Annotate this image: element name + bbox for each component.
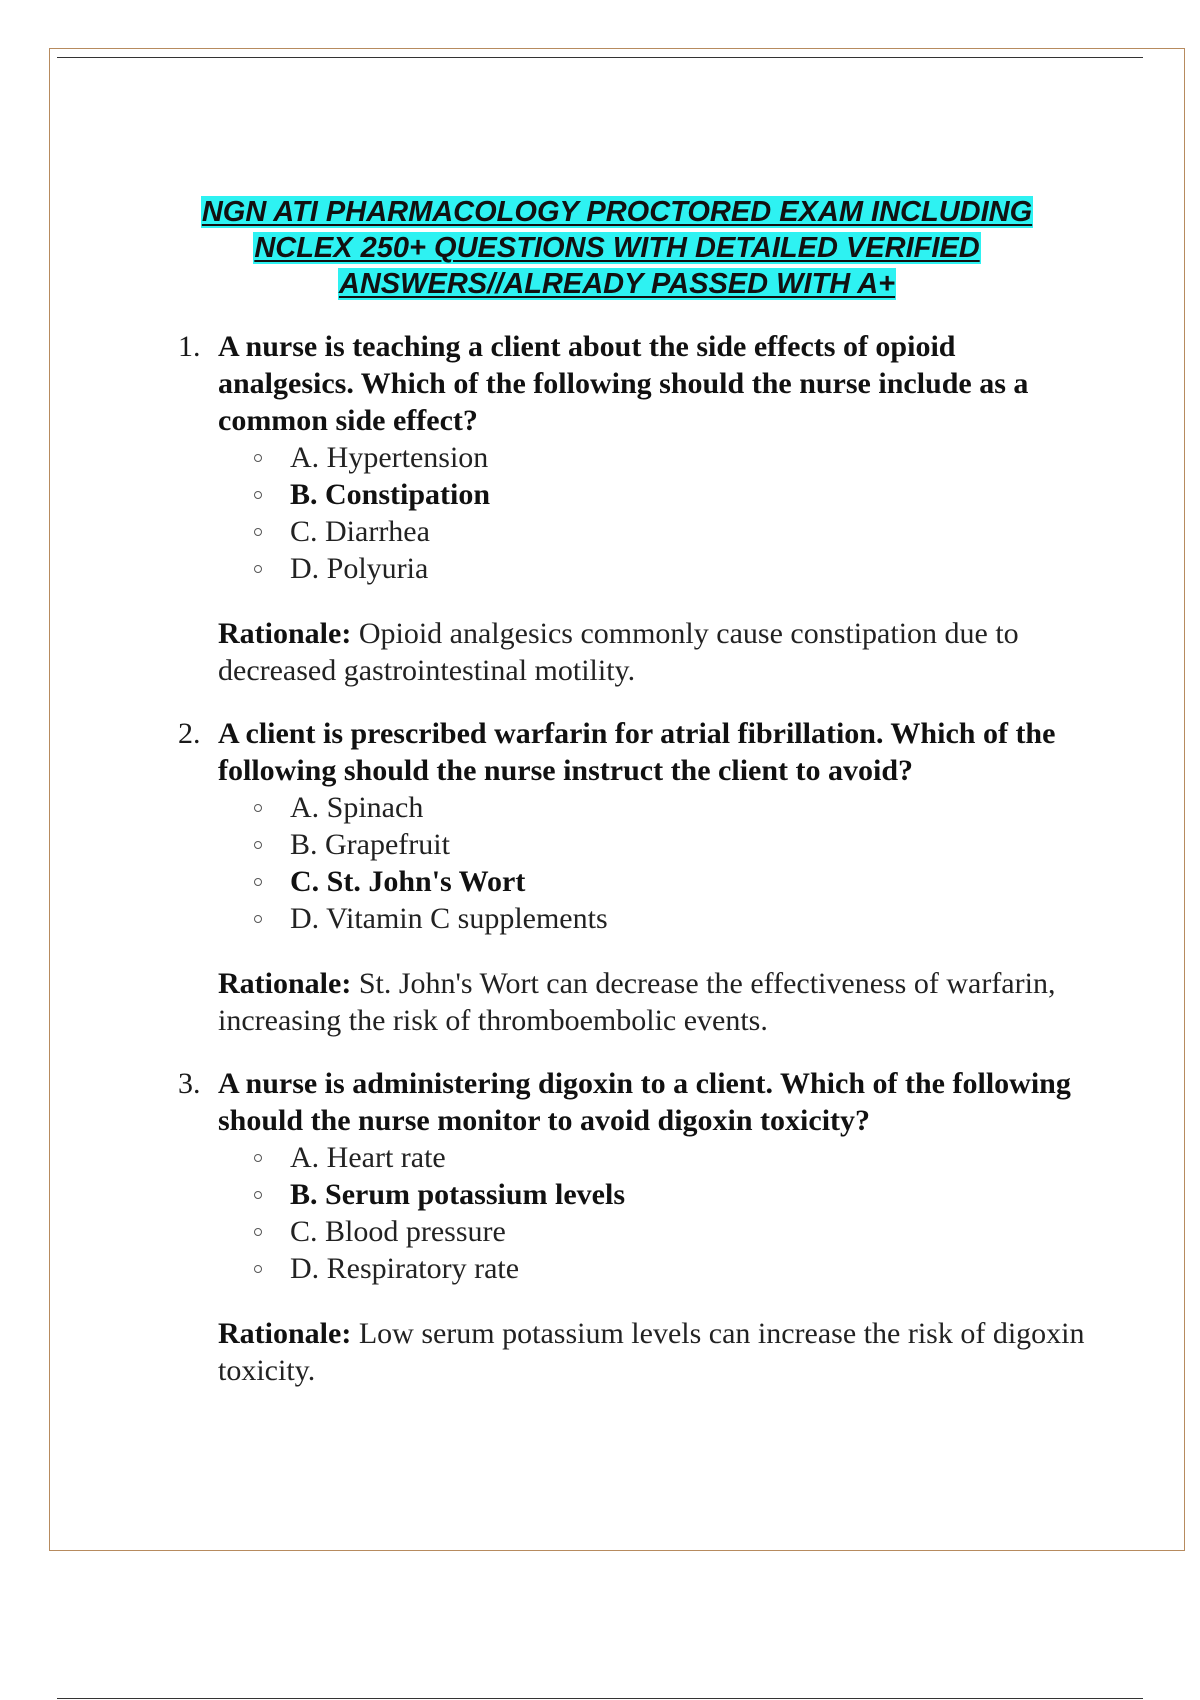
question-1 [178, 328, 1098, 689]
circle-bullet-icon [254, 1228, 262, 1236]
option-item: A. Heart rate [254, 1139, 1098, 1176]
circle-bullet-icon [254, 528, 262, 536]
circle-bullet-icon [254, 1154, 262, 1162]
title-line: NCLEX 250+ QUESTIONS WITH DETAILED VERIFIED [254, 232, 980, 264]
circle-bullet-icon [254, 491, 262, 499]
option-list [178, 439, 1098, 587]
option-list [178, 789, 1098, 937]
rationale [218, 615, 1098, 689]
question-3 [178, 1065, 1098, 1389]
circle-bullet-icon [254, 454, 262, 462]
rationale-label: Rationale: [218, 967, 352, 1000]
option-item: B. Grapefruit [254, 826, 1098, 863]
option-item: C. Blood pressure [254, 1213, 1098, 1250]
title-line: NGN ATI PHARMACOLOGY PROCTORED EXAM INCLUDING [201, 196, 1033, 228]
rationale [218, 965, 1098, 1039]
rationale [218, 1315, 1098, 1389]
option-item-correct: C. St. John's Wort [254, 863, 1098, 900]
question-number: 3. [178, 1067, 201, 1100]
circle-bullet-icon [254, 804, 262, 812]
document-title [0, 194, 1200, 302]
option-item-correct: B. Serum potassium levels [254, 1176, 1098, 1213]
rationale-label: Rationale: [218, 1317, 352, 1350]
question-2 [178, 715, 1098, 1039]
option-item: D. Respiratory rate [254, 1250, 1098, 1287]
circle-bullet-icon [254, 915, 262, 923]
circle-bullet-icon [254, 1191, 262, 1199]
question-text: A nurse is teaching a client about the side effects of opioid analgesics. Which of the following should the nurse include as a common side effect? [218, 330, 1029, 437]
option-item: A. Hypertension [254, 439, 1098, 476]
option-item: A. Spinach [254, 789, 1098, 826]
rationale-label: Rationale: [218, 617, 352, 650]
circle-bullet-icon [254, 878, 262, 886]
question-text: A nurse is administering digoxin to a client. Which of the following should the nurse monitor to avoid digoxin toxicity? [218, 1067, 1071, 1137]
option-list [178, 1139, 1098, 1287]
rationale-text: Opioid analgesics commonly cause constipation due to decreased gastrointestinal motility. [218, 617, 1019, 687]
question-number: 1. [178, 330, 201, 363]
rationale-text: St. John's Wort can decrease the effectiveness of warfarin, increasing the risk of thromboembolic events. [218, 967, 1056, 1037]
circle-bullet-icon [254, 1265, 262, 1273]
question-text: A client is prescribed warfarin for atrial fibrillation. Which of the following should the nurse instruct the client to avoid? [218, 717, 1056, 787]
circle-bullet-icon [254, 565, 262, 573]
question-number: 2. [178, 717, 201, 750]
header-rule [57, 57, 1143, 58]
footer-rule [57, 1698, 1143, 1699]
question-list [178, 328, 1098, 1415]
title-line: ANSWERS//ALREADY PASSED WITH A+ [338, 268, 896, 300]
circle-bullet-icon [254, 841, 262, 849]
option-item: C. Diarrhea [254, 513, 1098, 550]
option-item-correct: B. Constipation [254, 476, 1098, 513]
option-item: D. Polyuria [254, 550, 1098, 587]
rationale-text: Low serum potassium levels can increase the risk of digoxin toxicity. [218, 1317, 1085, 1387]
option-item: D. Vitamin C supplements [254, 900, 1098, 937]
